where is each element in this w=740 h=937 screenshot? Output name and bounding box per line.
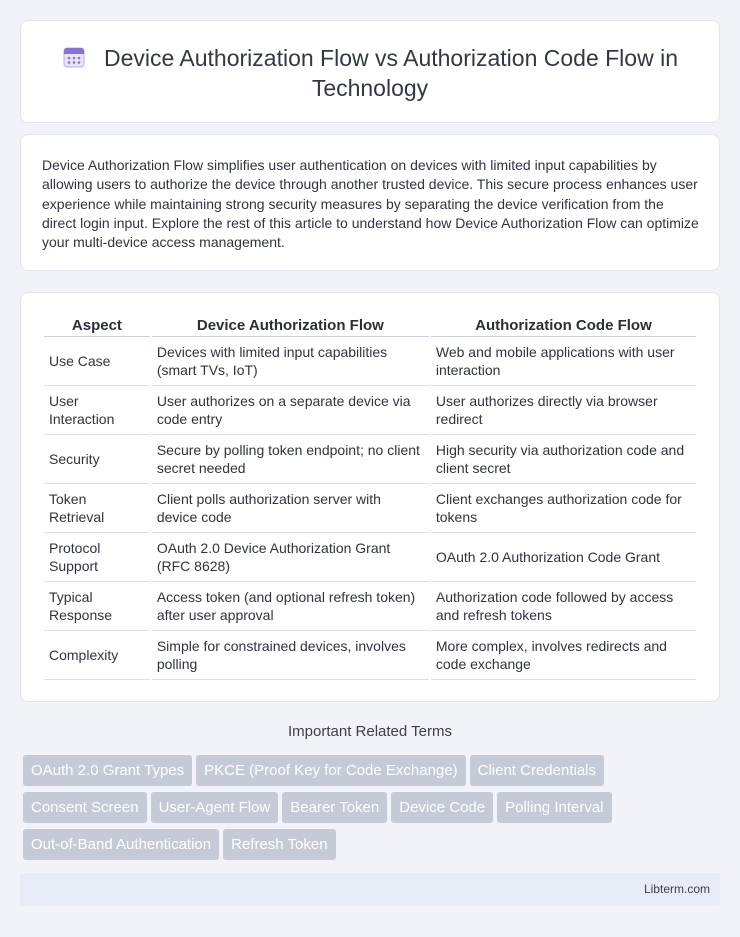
row-device-flow: Devices with limited input capabilities (smart TVs, IoT) <box>152 337 429 386</box>
table-row <box>44 582 696 631</box>
related-term-chip[interactable]: Refresh Token <box>223 829 335 860</box>
title-card <box>20 20 720 123</box>
table-row <box>44 631 696 680</box>
header-device-flow: Device Authorization Flow <box>152 316 429 337</box>
row-device-flow: Client polls authorization server with device code <box>152 484 429 533</box>
table-row <box>44 337 696 386</box>
row-aspect: Protocol Support <box>44 533 150 582</box>
page-title-wrap <box>21 43 719 103</box>
related-term-chip[interactable]: OAuth 2.0 Grant Types <box>23 755 192 786</box>
related-term-chip[interactable]: Out-of-Band Authentication <box>23 829 219 860</box>
row-aspect: User Interaction <box>44 386 150 435</box>
related-terms-list <box>23 755 723 866</box>
related-term-chip[interactable]: Consent Screen <box>23 792 147 823</box>
related-term-chip[interactable]: User-Agent Flow <box>151 792 279 823</box>
row-code-flow: More complex, involves redirects and code exchange <box>431 631 696 680</box>
table-header-row <box>44 316 696 337</box>
table-row <box>44 484 696 533</box>
comparison-table <box>42 316 698 680</box>
related-term-chip[interactable]: Device Code <box>391 792 493 823</box>
related-term-chip[interactable]: Polling Interval <box>497 792 611 823</box>
row-code-flow: Client exchanges authorization code for tokens <box>431 484 696 533</box>
table-row <box>44 533 696 582</box>
table-row <box>44 386 696 435</box>
header-code-flow: Authorization Code Flow <box>431 316 696 337</box>
row-aspect: Token Retrieval <box>44 484 150 533</box>
row-device-flow: Access token (and optional refresh token) after user approval <box>152 582 429 631</box>
calendar-icon <box>62 45 86 69</box>
footer-brand-link[interactable]: Libterm.com <box>643 882 710 896</box>
header-aspect: Aspect <box>44 316 150 337</box>
row-aspect: Complexity <box>44 631 150 680</box>
table-row <box>44 435 696 484</box>
row-code-flow: Web and mobile applications with user interaction <box>431 337 696 386</box>
row-device-flow: Simple for constrained devices, involves polling <box>152 631 429 680</box>
row-device-flow: User authorizes on a separate device via code entry <box>152 386 429 435</box>
related-term-chip[interactable]: Bearer Token <box>282 792 387 823</box>
row-aspect: Security <box>44 435 150 484</box>
row-code-flow: OAuth 2.0 Authorization Code Grant <box>431 533 696 582</box>
row-device-flow: Secure by polling token endpoint; no client secret needed <box>152 435 429 484</box>
row-aspect: Use Case <box>44 337 150 386</box>
row-device-flow: OAuth 2.0 Device Authorization Grant (RFC 8628) <box>152 533 429 582</box>
page-title: Device Authorization Flow vs Authorization Code Flow in Technology <box>103 45 678 101</box>
intro-card <box>20 134 720 271</box>
related-term-chip[interactable]: PKCE (Proof Key for Code Exchange) <box>196 755 465 786</box>
row-aspect: Typical Response <box>44 582 150 631</box>
footer-bar <box>20 873 720 906</box>
row-code-flow: User authorizes directly via browser redirect <box>431 386 696 435</box>
row-code-flow: Authorization code followed by access and refresh tokens <box>431 582 696 631</box>
intro-paragraph: Device Authorization Flow simplifies user authentication on devices with limited input capabilities by allowing users to authorize the device through another trusted device. This secure process enhances user experience while maintaining strong security measures by separating the device verification from the direct login input. Explore the rest of this article to understand how Device Authorization Flow can optimize your multi-device access management. <box>42 157 699 251</box>
comparison-card <box>20 292 720 702</box>
row-code-flow: High security via authorization code and client secret <box>431 435 696 484</box>
related-term-chip[interactable]: Client Credentials <box>470 755 604 786</box>
related-terms-heading: Important Related Terms <box>288 723 452 740</box>
